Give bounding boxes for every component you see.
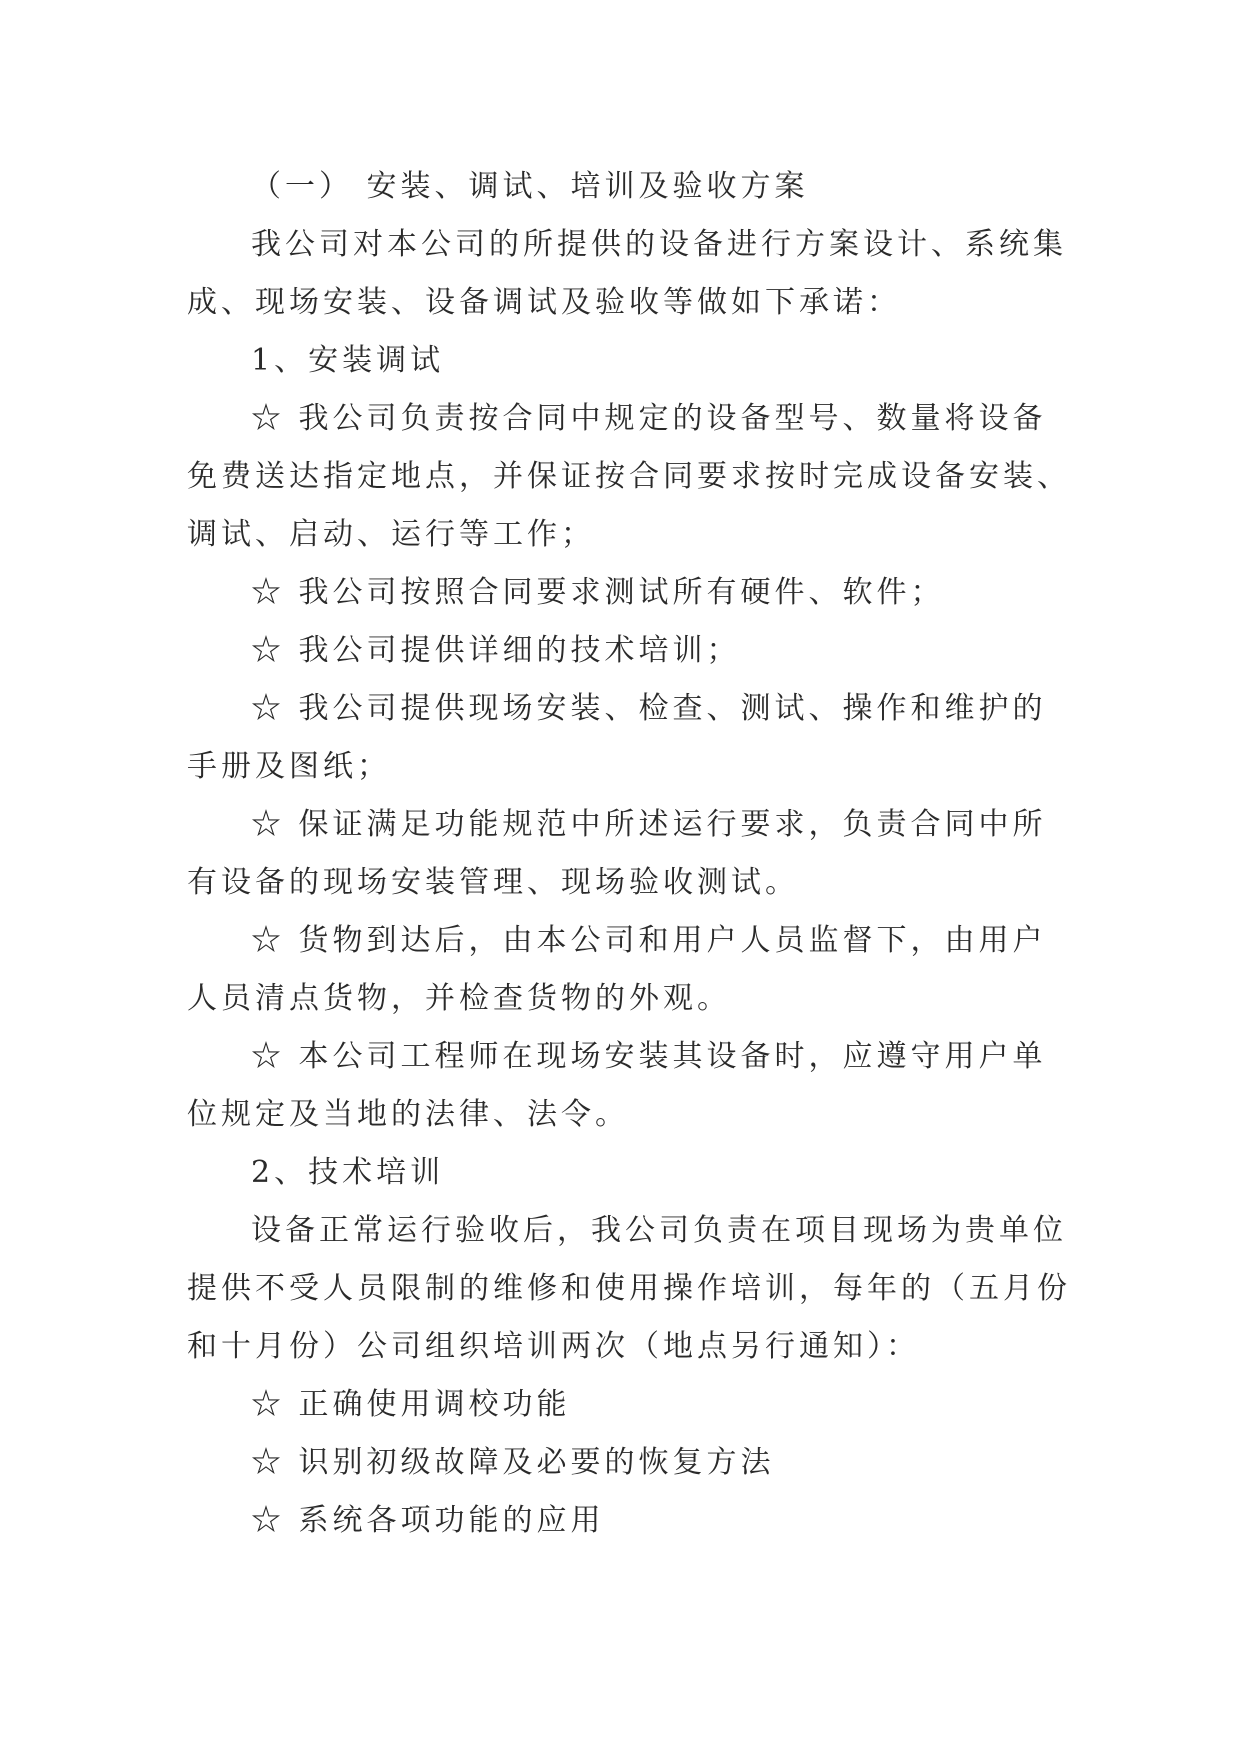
section-heading: （一） 安装、调试、培训及验收方案 xyxy=(251,169,809,204)
bullet-line: ☆ 正确使用调校功能 xyxy=(251,1387,571,1422)
paragraph-line: 和十月份）公司组织培训两次（地点另行通知）： xyxy=(187,1329,920,1364)
subsection-heading: 2、技术培训 xyxy=(251,1155,445,1190)
bullet-line: ☆ 系统各项功能的应用 xyxy=(251,1503,605,1538)
paragraph-line: 免费送达指定地点，并保证按合同要求按时完成设备安装、 xyxy=(187,459,1071,494)
paragraph-line: 手册及图纸； xyxy=(187,749,391,784)
bullet-line: ☆ 货物到达后，由本公司和用户人员监督下，由用户 xyxy=(251,923,1047,958)
paragraph-line: 设备正常运行验收后，我公司负责在项目现场为贵单位 xyxy=(251,1213,1067,1248)
paragraph-line: 我公司对本公司的所提供的设备进行方案设计、系统集 xyxy=(251,227,1067,262)
paragraph-line: 调试、启动、运行等工作； xyxy=(187,517,595,552)
bullet-line: ☆ 保证满足功能规范中所述运行要求，负责合同中所 xyxy=(251,807,1047,842)
paragraph-line: 有设备的现场安装管理、现场验收测试。 xyxy=(187,865,799,900)
paragraph-line: 成、现场安装、设备调试及验收等做如下承诺： xyxy=(187,285,901,320)
paragraph-line: 人员清点货物，并检查货物的外观。 xyxy=(187,981,731,1016)
paragraph-line: 提供不受人员限制的维修和使用操作培训，每年的（五月份 xyxy=(187,1271,1071,1306)
bullet-line: ☆ 我公司按照合同要求测试所有硬件、软件； xyxy=(251,575,945,610)
bullet-line: ☆ 我公司提供现场安装、检查、测试、操作和维护的 xyxy=(251,691,1047,726)
subsection-heading: 1、安装调试 xyxy=(251,343,445,378)
bullet-line: ☆ 我公司提供详细的技术培训； xyxy=(251,633,741,668)
bullet-line: ☆ 本公司工程师在现场安装其设备时，应遵守用户单 xyxy=(251,1039,1047,1074)
document-body xyxy=(187,158,1071,1550)
paragraph-line: 位规定及当地的法律、法令。 xyxy=(187,1097,629,1132)
bullet-line: ☆ 我公司负责按合同中规定的设备型号、数量将设备 xyxy=(251,401,1047,436)
bullet-line: ☆ 识别初级故障及必要的恢复方法 xyxy=(251,1445,775,1480)
